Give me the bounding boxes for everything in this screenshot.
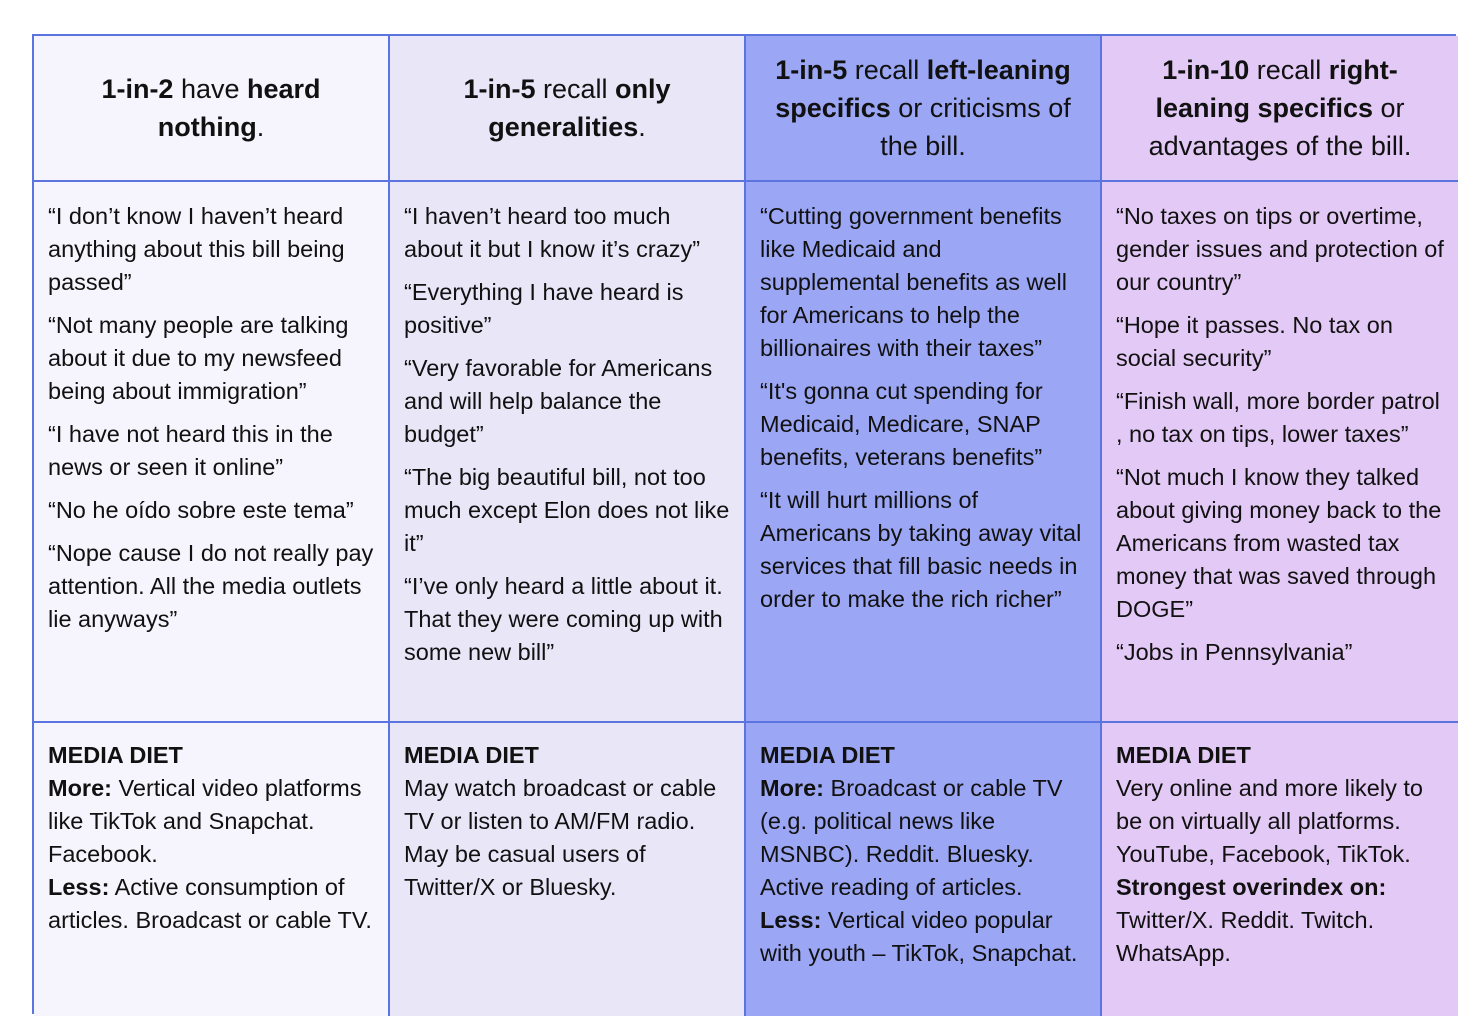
quote-text: “Everything I have heard is positive” xyxy=(404,279,684,338)
quote-text: “I don’t know I haven’t heard anything about this bill being passed” xyxy=(48,203,345,295)
media-diet-line xyxy=(760,772,1086,904)
quotes-cell-4 xyxy=(1102,182,1458,723)
quote-text: “No taxes on tips or overtime, gender issues and protection of our country” xyxy=(1116,203,1444,295)
heading-text: . xyxy=(638,112,646,142)
media-diet-text: May watch broadcast or cable TV or listen to AM/FM radio. May be casual users of Twitter/X or Bluesky. xyxy=(404,775,717,900)
heading-text: . xyxy=(256,112,265,142)
column-heading xyxy=(404,70,730,146)
heading-text: or advantages of the bill. xyxy=(1148,93,1412,161)
media-diet-label: Less: xyxy=(48,874,110,900)
media-diet-label: Less: xyxy=(760,907,822,933)
heading-emphasis: 1-in-5 xyxy=(775,55,848,85)
heading-emphasis: 1-in-10 xyxy=(1162,55,1250,85)
quote-text: “I haven’t heard too much about it but I know it’s crazy” xyxy=(404,203,701,262)
media-diet-text: Active consumption of articles. Broadcast or cable TV. xyxy=(48,874,372,933)
media-diet-text: Vertical video platforms like TikTok and Snapchat. Facebook. xyxy=(48,775,362,867)
segment-table xyxy=(32,34,1456,1014)
media-diet-line xyxy=(404,772,730,904)
media-diet-text: Broadcast or cable TV (e.g. political news like MSNBC). Reddit. Bluesky. Active reading of articles. xyxy=(760,775,1063,900)
quote-text: “Very favorable for Americans and will help balance the budget” xyxy=(404,355,713,447)
media-diet-title: MEDIA DIET xyxy=(48,742,183,768)
heading-emphasis: left-leaning specifics xyxy=(775,55,1071,123)
header-cell-2 xyxy=(390,36,746,182)
media-diet-line xyxy=(760,904,1086,970)
header-cell-4 xyxy=(1102,36,1458,182)
quote-text: “Finish wall, more border patrol , no tax on tips, lower taxes” xyxy=(1116,388,1440,447)
media-diet-title: MEDIA DIET xyxy=(760,742,895,768)
heading-text: or criticisms of the bill. xyxy=(880,93,1071,161)
quote-text: “No he oído sobre este tema” xyxy=(48,497,354,523)
column-heading xyxy=(760,51,1086,165)
media-diet-cell-2 xyxy=(390,723,746,1016)
column-heading xyxy=(48,70,374,146)
quote-text: “Nope cause I do not really pay attention. All the media outlets lie anyways” xyxy=(48,540,374,632)
quote-text: “Not much I know they talked about giving money back to the Americans from wasted tax money that was saved through DOGE” xyxy=(1116,464,1442,622)
media-diet-label: More: xyxy=(48,775,112,801)
header-cell-3 xyxy=(746,36,1102,182)
quotes-cell-3 xyxy=(746,182,1102,723)
media-diet-cell-3 xyxy=(746,723,1102,1016)
quote-text: “It will hurt millions of Americans by taking away vital services that fill basic needs in order to make the rich richer” xyxy=(760,487,1082,612)
quote-text: “It's gonna cut spending for Medicaid, Medicare, SNAP benefits, veterans benefits” xyxy=(760,378,1043,470)
header-cell-1 xyxy=(34,36,390,182)
media-diet-text: Twitter/X. Reddit. Twitch. WhatsApp. xyxy=(1116,907,1375,966)
quote-text: “I have not heard this in the news or seen it online” xyxy=(48,421,333,480)
media-diet-line xyxy=(48,871,374,937)
media-diet-line xyxy=(1116,871,1444,970)
media-diet-text: Vertical video popular with youth – TikTok, Snapchat. xyxy=(760,907,1078,966)
heading-emphasis: right-leaning specifics xyxy=(1155,55,1398,123)
heading-text: recall xyxy=(1249,55,1329,85)
quote-text: “I’ve only heard a little about it. That they were coming up with some new bill” xyxy=(404,573,723,665)
media-diet-cell-1 xyxy=(34,723,390,1016)
heading-emphasis: 1-in-2 xyxy=(101,74,174,104)
heading-text: recall xyxy=(535,74,616,104)
media-diet-line xyxy=(48,772,374,871)
heading-emphasis: only generalities xyxy=(488,74,671,142)
quotes-cell-2 xyxy=(390,182,746,723)
heading-text: have xyxy=(173,74,248,104)
heading-text: recall xyxy=(847,55,927,85)
heading-emphasis: heard nothing xyxy=(157,74,321,142)
heading-emphasis: 1-in-5 xyxy=(463,74,536,104)
quote-text: “Not many people are talking about it due to my newsfeed being about immigration” xyxy=(48,312,349,404)
quotes-cell-1 xyxy=(34,182,390,723)
quote-text: “Jobs in Pennsylvania” xyxy=(1116,639,1353,665)
media-diet-cell-4 xyxy=(1102,723,1458,1016)
media-diet-label: Strongest overindex on: xyxy=(1116,874,1387,900)
media-diet-line xyxy=(1116,772,1444,871)
quote-text: “Cutting government benefits like Medicaid and supplemental benefits as well for Americans to help the billionaires with their taxes” xyxy=(760,203,1067,361)
column-heading xyxy=(1116,51,1444,165)
quote-text: “Hope it passes. No tax on social security” xyxy=(1116,312,1393,371)
quote-text: “The big beautiful bill, not too much except Elon does not like it” xyxy=(404,464,730,556)
media-diet-text: Very online and more likely to be on virtually all platforms. YouTube, Facebook, TikTok. xyxy=(1116,775,1423,867)
media-diet-label: More: xyxy=(760,775,824,801)
media-diet-title: MEDIA DIET xyxy=(404,742,539,768)
media-diet-title: MEDIA DIET xyxy=(1116,742,1251,768)
